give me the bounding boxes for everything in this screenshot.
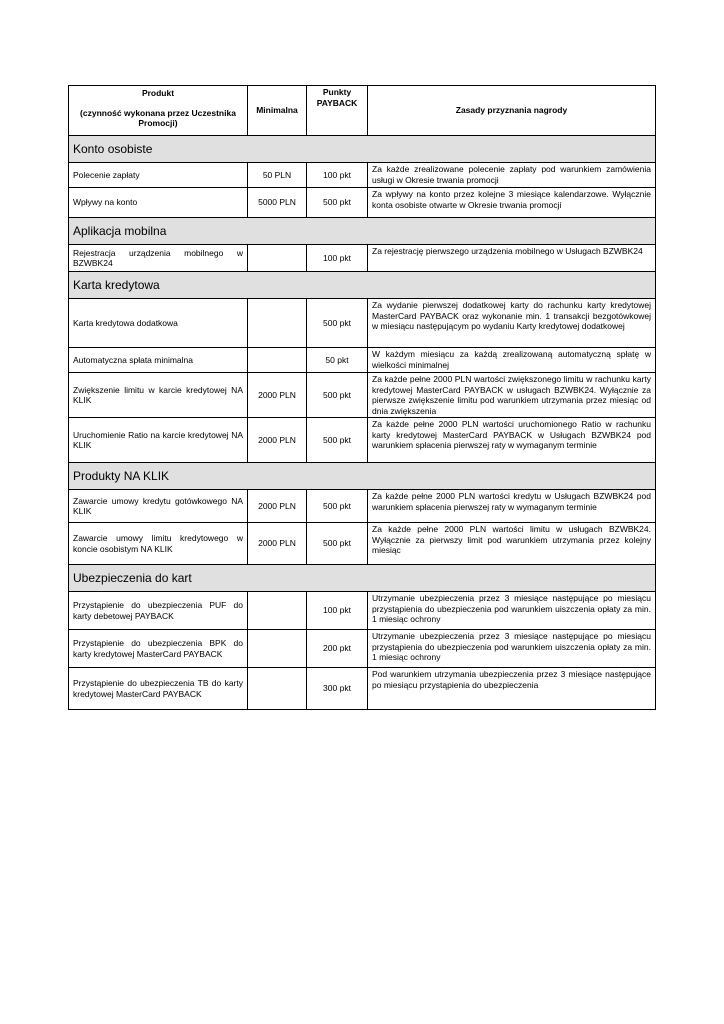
product-cell: Uruchomienie Ratio na karcie kredytowej NA KLIK <box>69 418 248 463</box>
product-cell: Rejestracja urządzenia mobilnego w BZWBK24 <box>69 245 248 272</box>
minimal-cell: 5000 PLN <box>248 188 307 218</box>
points-cell: 500 pkt <box>307 299 368 348</box>
section-header <box>69 565 656 592</box>
rule-cell: Za każde pełne 2000 PLN wartości zwiększonego limitu w rachunku karty kredytowej MasterCard PAYBACK w usługach BZWBK24. Wyłącznie za pierwsze zwiększenie limitu pod warunkiem utrzymania przez miesiąc od dnia zwiększenia <box>368 373 656 418</box>
minimal-cell: 50 PLN <box>248 163 307 188</box>
points-cell: 100 pkt <box>307 592 368 630</box>
minimal-cell <box>248 668 307 710</box>
minimal-cell <box>248 630 307 668</box>
points-cell: 100 pkt <box>307 245 368 272</box>
table-row <box>69 490 656 523</box>
product-cell: Automatyczna spłata minimalna <box>69 348 248 373</box>
product-cell: Wpływy na konto <box>69 188 248 218</box>
header-points: Punkty PAYBACK <box>307 86 368 136</box>
table-row <box>69 299 656 348</box>
table-row <box>69 188 656 218</box>
rule-cell: Za rejestrację pierwszego urządzenia mobilnego w Usługach BZWBK24 <box>368 245 656 272</box>
header-product-subtitle: (czynność wykonana przez Uczestnika Promocji) <box>80 107 236 128</box>
product-cell: Zwiększenie limitu w karcie kredytowej NA KLIK <box>69 373 248 418</box>
table-row <box>69 163 656 188</box>
rule-cell: Za wpływy na konto przez kolejne 3 miesiące kalendarzowe. Wyłącznie konta osobiste otwarte w Okresie trwania promocji <box>368 188 656 218</box>
section-title: Ubezpieczenia do kart <box>69 565 656 592</box>
rule-cell: Utrzymanie ubezpieczenia przez 3 miesiące następujące po miesiącu przystąpienia do ubezpieczenia pod warunkiem uiszczenia opłaty za min. 1 miesiąc ochrony <box>368 592 656 630</box>
table-row <box>69 418 656 463</box>
points-cell: 500 pkt <box>307 188 368 218</box>
table-row <box>69 592 656 630</box>
section-title: Produkty NA KLIK <box>69 463 656 490</box>
section-header <box>69 218 656 245</box>
points-cell: 300 pkt <box>307 668 368 710</box>
points-cell: 500 pkt <box>307 490 368 523</box>
product-cell: Przystąpienie do ubezpieczenia PUF do karty debetowej PAYBACK <box>69 592 248 630</box>
points-cell: 500 pkt <box>307 523 368 565</box>
section-title: Karta kredytowa <box>69 272 656 299</box>
points-cell: 200 pkt <box>307 630 368 668</box>
minimal-cell <box>248 592 307 630</box>
rewards-table <box>68 85 656 710</box>
rule-cell: Utrzymanie ubezpieczenia przez 3 miesiące następujące po miesiącu przystąpienia do ubezpieczenia pod warunkiem uiszczenia opłaty za min. 1 miesiąc ochrony <box>368 630 656 668</box>
section-title: Aplikacja mobilna <box>69 218 656 245</box>
header-product <box>69 86 248 136</box>
table-row <box>69 668 656 710</box>
section-header <box>69 463 656 490</box>
product-cell: Zawarcie umowy limitu kredytowego w koncie osobistym NA KLIK <box>69 523 248 565</box>
minimal-cell: 2000 PLN <box>248 418 307 463</box>
points-cell: 500 pkt <box>307 418 368 463</box>
rule-cell: Za każde pełne 2000 PLN wartości limitu w usługach BZWBK24. Wyłącznie za pierwszy limit pod warunkiem utrzymania przez kolejny miesiąc <box>368 523 656 565</box>
table-row <box>69 245 656 272</box>
minimal-cell: 2000 PLN <box>248 373 307 418</box>
table-row <box>69 523 656 565</box>
table-row <box>69 630 656 668</box>
minimal-cell: 2000 PLN <box>248 523 307 565</box>
product-cell: Przystąpienie do ubezpieczenia TB do karty kredytowej MasterCard PAYBACK <box>69 668 248 710</box>
section-header <box>69 272 656 299</box>
points-cell: 500 pkt <box>307 373 368 418</box>
minimal-cell <box>248 299 307 348</box>
rule-cell: Za każde pełne 2000 PLN wartości kredytu w Usługach BZWBK24 pod warunkiem spłacenia pierwszej raty w wymaganym terminie <box>368 490 656 523</box>
rule-cell: Za każde zrealizowane polecenie zapłaty pod warunkiem zamówienia usługi w Okresie trwania promocji <box>368 163 656 188</box>
section-header <box>69 136 656 163</box>
product-cell: Przystąpienie do ubezpieczenia BPK do karty kredytowej MasterCard PAYBACK <box>69 630 248 668</box>
table-row <box>69 373 656 418</box>
table-header-row <box>69 86 656 136</box>
header-rules: Zasady przyznania nagrody <box>368 86 656 136</box>
points-cell: 100 pkt <box>307 163 368 188</box>
points-cell: 50 pkt <box>307 348 368 373</box>
rule-cell: Za wydanie pierwszej dodatkowej karty do rachunku karty kredytowej MasterCard PAYBACK oraz wykonanie min. 1 transakcji bezgotówkowej w miesiącu następującym po wydaniu Karty kredytowej dodatkowej <box>368 299 656 348</box>
table-row <box>69 348 656 373</box>
header-minimal: Minimalna <box>248 86 307 136</box>
product-cell: Zawarcie umowy kredytu gotówkowego NA KLIK <box>69 490 248 523</box>
product-cell: Polecenie zapłaty <box>69 163 248 188</box>
rule-cell: W każdym miesiącu za każdą zrealizowaną automatyczną spłatę w wielkości minimalnej <box>368 348 656 373</box>
product-cell: Karta kredytowa dodatkowa <box>69 299 248 348</box>
minimal-cell <box>248 348 307 373</box>
minimal-cell <box>248 245 307 272</box>
rule-cell: Pod warunkiem utrzymania ubezpieczenia przez 3 miesiące następujące po miesiącu przystąpienia do ubezpieczenia <box>368 668 656 710</box>
section-title: Konto osobiste <box>69 136 656 163</box>
minimal-cell: 2000 PLN <box>248 490 307 523</box>
header-product-title: Produkt <box>141 88 175 98</box>
rule-cell: Za każde pełne 2000 PLN wartości uruchomionego Ratio w rachunku karty kredytowej MasterCard PAYBACK w Usługach BZWBK24 pod warunkiem spłacenia pierwszej raty w wymaganym terminie <box>368 418 656 463</box>
